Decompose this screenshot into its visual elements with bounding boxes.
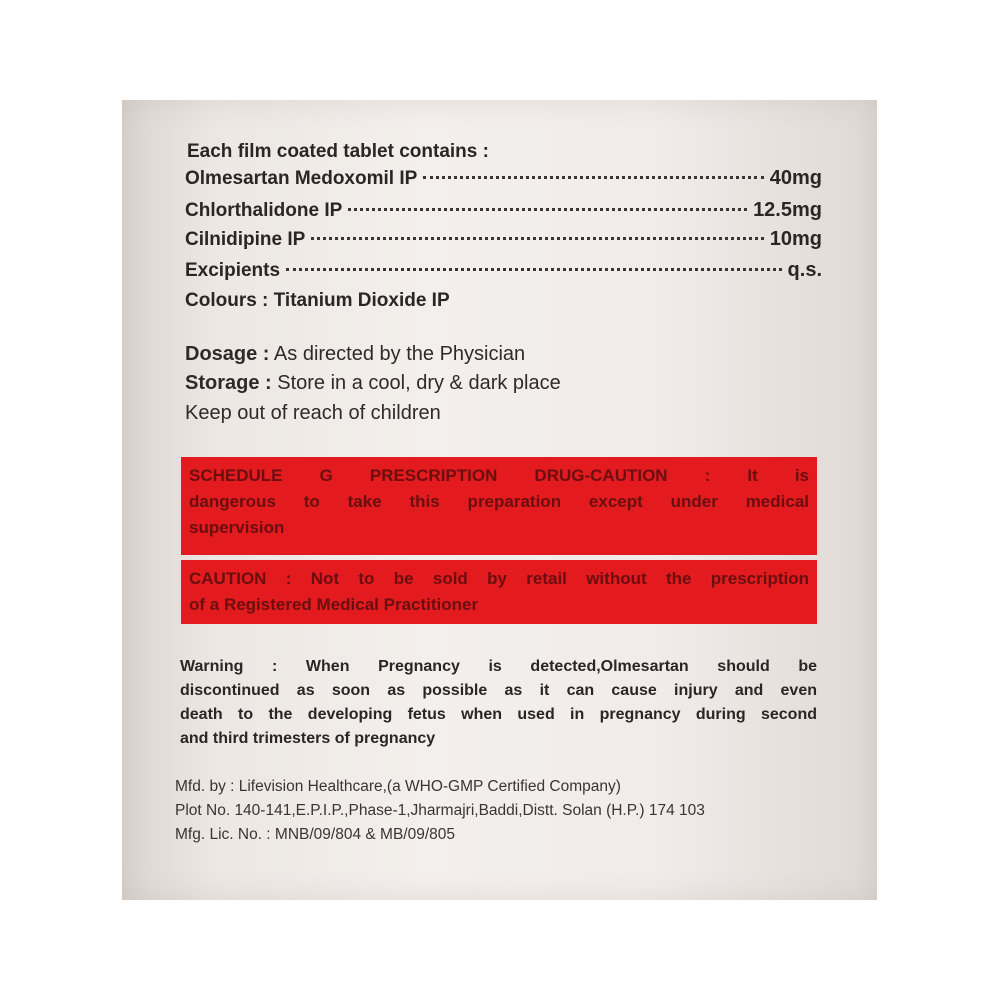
composition-title: Each film coated tablet contains : xyxy=(187,141,489,162)
schedule-g-caution-box xyxy=(181,457,817,555)
leader-dots xyxy=(286,268,782,271)
plant-address-line: Plot No. 140-141,E.P.I.P.,Phase-1,Jharmajri,Baddi,Distt. Solan (H.P.) 174 103 xyxy=(175,802,705,819)
composition-row-olmesartan xyxy=(185,167,822,190)
warning-line: discontinued as soon as possible as it can cause injury and even xyxy=(180,682,817,699)
dosage-label: Dosage : xyxy=(185,343,270,365)
storage-value: Store in a cool, dry & dark place xyxy=(277,372,561,394)
caution-line: CAUTION : Not to be sold by retail without the prescription xyxy=(189,569,809,588)
leader-dots xyxy=(311,237,763,240)
ingredient-amount: q.s. xyxy=(787,259,822,281)
storage-line xyxy=(185,372,561,395)
warning-line: Warning : When Pregnancy is detected,Olmesartan should be xyxy=(180,658,817,675)
ingredient-amount: 10mg xyxy=(769,228,822,250)
schedule-g-line: dangerous to take this preparation except under medical xyxy=(189,492,809,511)
colours-label: Colours : xyxy=(185,290,269,311)
warning-line: death to the developing fetus when used in pregnancy during second xyxy=(180,706,817,723)
pregnancy-warning xyxy=(180,655,817,751)
warning-line: and third trimesters of pregnancy xyxy=(180,730,436,747)
storage-label: Storage : xyxy=(185,372,272,394)
retail-caution-box xyxy=(181,560,817,624)
keep-out-of-reach-line: Keep out of reach of children xyxy=(185,402,441,424)
caution-line: of a Registered Medical Practitioner xyxy=(189,595,479,614)
ingredient-amount: 40mg xyxy=(769,167,822,189)
ingredient-amount: 12.5mg xyxy=(753,199,822,221)
schedule-g-line: SCHEDULE G PRESCRIPTION DRUG-CAUTION : It is xyxy=(189,466,809,485)
license-number-line: Mfg. Lic. No. : MNB/09/804 & MB/09/805 xyxy=(175,826,455,843)
manufacturer-line: Mfd. by : Lifevision Healthcare,(a WHO-GMP Certified Company) xyxy=(175,778,621,795)
dosage-line xyxy=(185,343,525,366)
colours-line xyxy=(185,290,450,312)
composition-row-cilnidipine xyxy=(185,228,822,251)
ingredient-name: Olmesartan Medoxomil IP xyxy=(185,168,418,189)
leader-dots xyxy=(423,176,763,179)
ingredient-name: Excipients xyxy=(185,260,281,281)
ingredient-name: Cilnidipine IP xyxy=(185,229,306,250)
ingredient-name: Chlorthalidone IP xyxy=(185,200,343,221)
schedule-g-line: supervision xyxy=(189,518,285,537)
composition-row-chlorthalidone xyxy=(185,199,822,222)
dosage-value: As directed by the Physician xyxy=(273,343,526,365)
leader-dots xyxy=(348,208,747,211)
composition-row-excipients xyxy=(185,259,822,282)
colours-value: Titanium Dioxide IP xyxy=(273,290,450,311)
